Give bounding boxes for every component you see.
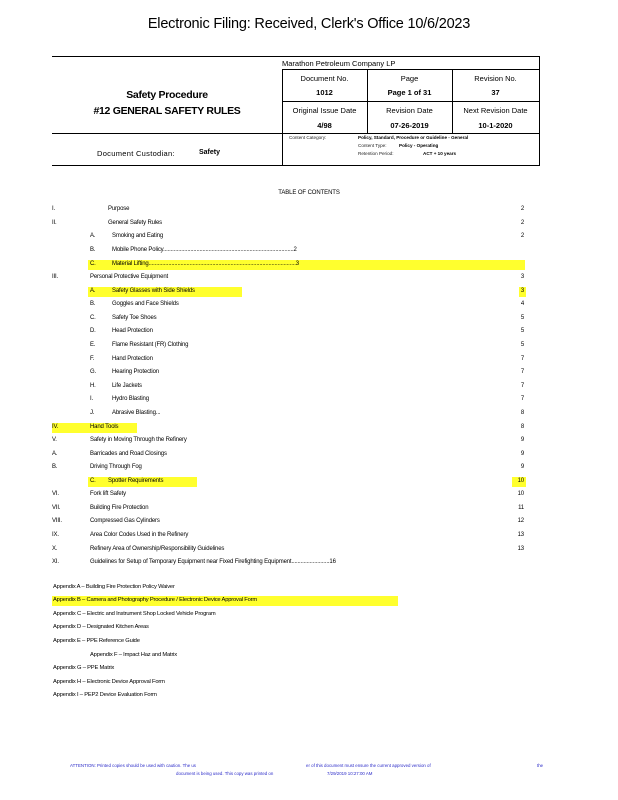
footer-print-timestamp: 7/29/2019 10:27:00 AM — [327, 771, 373, 776]
custodian-value: Safety — [199, 149, 221, 156]
toc-text: Safety in Moving Through the Refinery — [90, 437, 187, 443]
appendix-item: Appendix I – PEP2 Device Evaluation Form — [53, 692, 157, 698]
toc-text: Area Color Codes Used in the Refinery — [90, 532, 189, 538]
appendix-item: Appendix B – Camera and Photography Procedure / Electronic Device Approval Form — [53, 597, 257, 603]
toc-row — [52, 410, 532, 421]
appendix-item: Appendix F – Impact Haz and Matrix — [90, 652, 177, 658]
toc-text: Guidelines for Setup of Temporary Equipment near Fixed Firefighting Equipment.........................16 — [90, 559, 336, 565]
toc-row — [52, 437, 532, 448]
document-no-label: Document No. — [300, 74, 349, 83]
toc-page: 2 — [520, 233, 524, 239]
toc-letter: F. — [90, 356, 95, 362]
toc-row — [52, 424, 532, 435]
toc-number: II. — [52, 220, 57, 226]
toc-page: 8 — [520, 424, 524, 430]
toc-text: Barricades and Road Closings — [90, 451, 167, 457]
content-category-value: Policy, Standard, Procedure or Guideline - General — [358, 135, 469, 140]
toc-row — [52, 518, 532, 529]
revision-no-value: 37 — [491, 88, 500, 97]
toc-page: 3 — [520, 274, 524, 280]
toc-text: Flame Resistant (FR) Clothing — [112, 342, 189, 348]
footer-attention: ATTENTION: Printed copies should be used with caution. The us — [70, 763, 197, 768]
toc-page: 13 — [517, 532, 524, 538]
original-issue-value: 4/98 — [317, 121, 332, 130]
appendix-item: Appendix C – Electric and Instrument Shop Locked Vehicle Program — [53, 611, 216, 617]
toc-row — [52, 261, 532, 272]
next-revision-value: 10-1-2020 — [478, 121, 513, 130]
toc-row — [52, 478, 532, 489]
toc-row — [52, 206, 532, 217]
toc-number: VII. — [52, 505, 61, 511]
toc-row — [52, 451, 532, 462]
revision-date-label: Revision Date — [386, 106, 433, 115]
toc-number: A. — [52, 451, 58, 457]
toc-text: Hydro Blasting — [112, 396, 149, 402]
toc-page: 4 — [520, 301, 524, 307]
toc-letter: E. — [90, 342, 96, 348]
toc-text: Personal Protective Equipment — [90, 274, 169, 280]
toc-text: Goggles and Face Shields — [112, 301, 179, 307]
toc-page: 2 — [520, 206, 524, 212]
toc-number: VIII. — [52, 518, 62, 524]
toc-page: 9 — [520, 464, 524, 470]
toc-row — [52, 396, 532, 407]
toc-page: 10 — [517, 478, 524, 484]
toc-page: 7 — [520, 356, 524, 362]
appendix-item: Appendix E – PPE Reference Guide — [53, 638, 140, 644]
toc-row — [52, 220, 532, 231]
toc-page: 11 — [518, 505, 524, 511]
toc-letter: G. — [90, 369, 97, 375]
toc-text: Safety Toe Shoes — [112, 315, 157, 321]
toc-text: Mobile Phone Policy......................................................................................2 — [112, 247, 297, 253]
appendix-item: Appendix A – Building Fire Protection Policy Waiver — [53, 584, 175, 590]
toc-page: 5 — [520, 328, 524, 334]
toc-text: General Safety Rules — [108, 220, 163, 226]
revision-date-value: 07-26-2019 — [390, 121, 429, 130]
document-header — [52, 56, 540, 166]
company-name: Marathon Petroleum Company LP — [282, 59, 396, 68]
retention-value: ACT + 10 years — [423, 151, 457, 156]
toc-number: III. — [52, 274, 59, 280]
toc-text: Driving Through Fog — [90, 464, 142, 470]
footer-printed-note: document is being used. This copy was printed on — [176, 771, 274, 776]
toc-row — [52, 383, 532, 394]
filing-stamp: Electronic Filing: Received, Clerk's Office 10/6/2023 — [147, 16, 471, 32]
footer-attention-end: the — [537, 763, 544, 768]
toc-text: Compressed Gas Cylinders — [90, 518, 160, 524]
toc-text: Hearing Protection — [112, 369, 159, 375]
toc-page: 9 — [520, 437, 524, 443]
toc-page: 3 — [520, 288, 524, 294]
toc-letter: I. — [90, 396, 94, 402]
toc-text: Spotter Requirements — [108, 478, 164, 484]
toc-number: X. — [52, 546, 58, 552]
toc-text: Smoking and Eating — [112, 233, 164, 239]
toc-number: IX. — [52, 532, 59, 538]
toc-page: 5 — [520, 342, 524, 348]
toc-page: 7 — [520, 396, 524, 402]
toc-row — [52, 464, 532, 475]
toc-page: 5 — [520, 315, 524, 321]
toc-row — [52, 559, 532, 570]
toc-text: Abrasive Blasting... — [112, 410, 161, 416]
page-value: Page 1 of 31 — [387, 88, 432, 97]
toc-page: 10 — [517, 491, 524, 497]
toc-letter: C. — [90, 478, 96, 484]
footer-attention-cont: er of this document must ensure the current approved version of — [306, 763, 431, 768]
toc-page: 9 — [520, 451, 524, 457]
next-revision-label: Next Revision Date — [463, 106, 528, 115]
toc-text: Building Fire Protection — [90, 505, 149, 511]
toc-page: 8 — [520, 410, 524, 416]
toc-text: Material Lifting.................................................................................................3 — [112, 261, 299, 267]
toc-text: Refinery Area of Ownership/Responsibility Guidelines — [90, 546, 225, 552]
retention-label: Retention Period: — [358, 151, 394, 156]
toc-page: 7 — [520, 383, 524, 389]
toc-number: B. — [52, 464, 58, 470]
toc-row — [52, 288, 532, 299]
toc-page: 7 — [520, 369, 524, 375]
toc-row — [52, 274, 532, 285]
appendix-item: Appendix G – PPE Matrix — [53, 665, 115, 671]
toc-page: 12 — [517, 518, 524, 524]
toc-letter: A. — [90, 233, 96, 239]
toc-text: Hand Tools — [90, 424, 119, 430]
toc-text: Safety Glasses with Side Shields — [112, 288, 195, 294]
toc-row — [52, 342, 532, 353]
toc-number: I. — [52, 206, 56, 212]
toc-text: Purpose — [108, 206, 130, 212]
toc-number: V. — [52, 437, 57, 443]
content-type-label: Content Type: — [358, 143, 387, 148]
toc-row — [52, 328, 532, 339]
toc-row — [52, 532, 532, 543]
revision-no-label: Revision No. — [474, 74, 517, 83]
toc-letter: B. — [90, 247, 96, 253]
toc-letter: H. — [90, 383, 96, 389]
appendix-item: Appendix D – Designated Kitchen Areas — [53, 624, 149, 630]
document-no-value: 1012 — [316, 88, 333, 97]
toc-row — [52, 301, 532, 312]
toc-page: 13 — [517, 546, 524, 552]
toc-text: Head Protection — [112, 328, 153, 334]
toc-row — [52, 356, 532, 367]
procedure-subtitle: #12 GENERAL SAFETY RULES — [93, 105, 241, 117]
toc-letter: C. — [90, 315, 96, 321]
custodian-label: Document Custodian: — [97, 149, 175, 158]
toc-text: Hand Protection — [112, 356, 153, 362]
content-category-label: Content Category: — [289, 135, 327, 140]
toc-letter: D. — [90, 328, 96, 334]
toc-letter: B. — [90, 301, 96, 307]
toc-letter: C. — [90, 261, 96, 267]
content-type-value: Policy - Operating — [399, 143, 439, 148]
toc-row — [52, 546, 532, 557]
toc-row — [52, 247, 532, 258]
toc-row — [52, 369, 532, 380]
toc-letter: A. — [90, 288, 96, 294]
toc-row — [52, 491, 532, 502]
procedure-title: Safety Procedure — [126, 89, 208, 101]
toc-text: Life Jackets — [112, 383, 142, 389]
appendix-item: Appendix H – Electronic Device Approval Form — [53, 679, 165, 685]
toc-number: XI. — [52, 559, 59, 565]
toc-row — [52, 233, 532, 244]
toc-title: TABLE OF CONTENTS — [278, 190, 340, 196]
page-label: Page — [400, 74, 419, 83]
toc-number: VI. — [52, 491, 59, 497]
toc-row — [52, 315, 532, 326]
original-issue-label: Original Issue Date — [292, 106, 357, 115]
toc-text: Fork lift Safety — [90, 491, 126, 497]
toc-page: 2 — [520, 220, 524, 226]
toc-row — [52, 505, 532, 516]
toc-number: IV. — [52, 424, 59, 430]
toc-letter: J. — [90, 410, 95, 416]
